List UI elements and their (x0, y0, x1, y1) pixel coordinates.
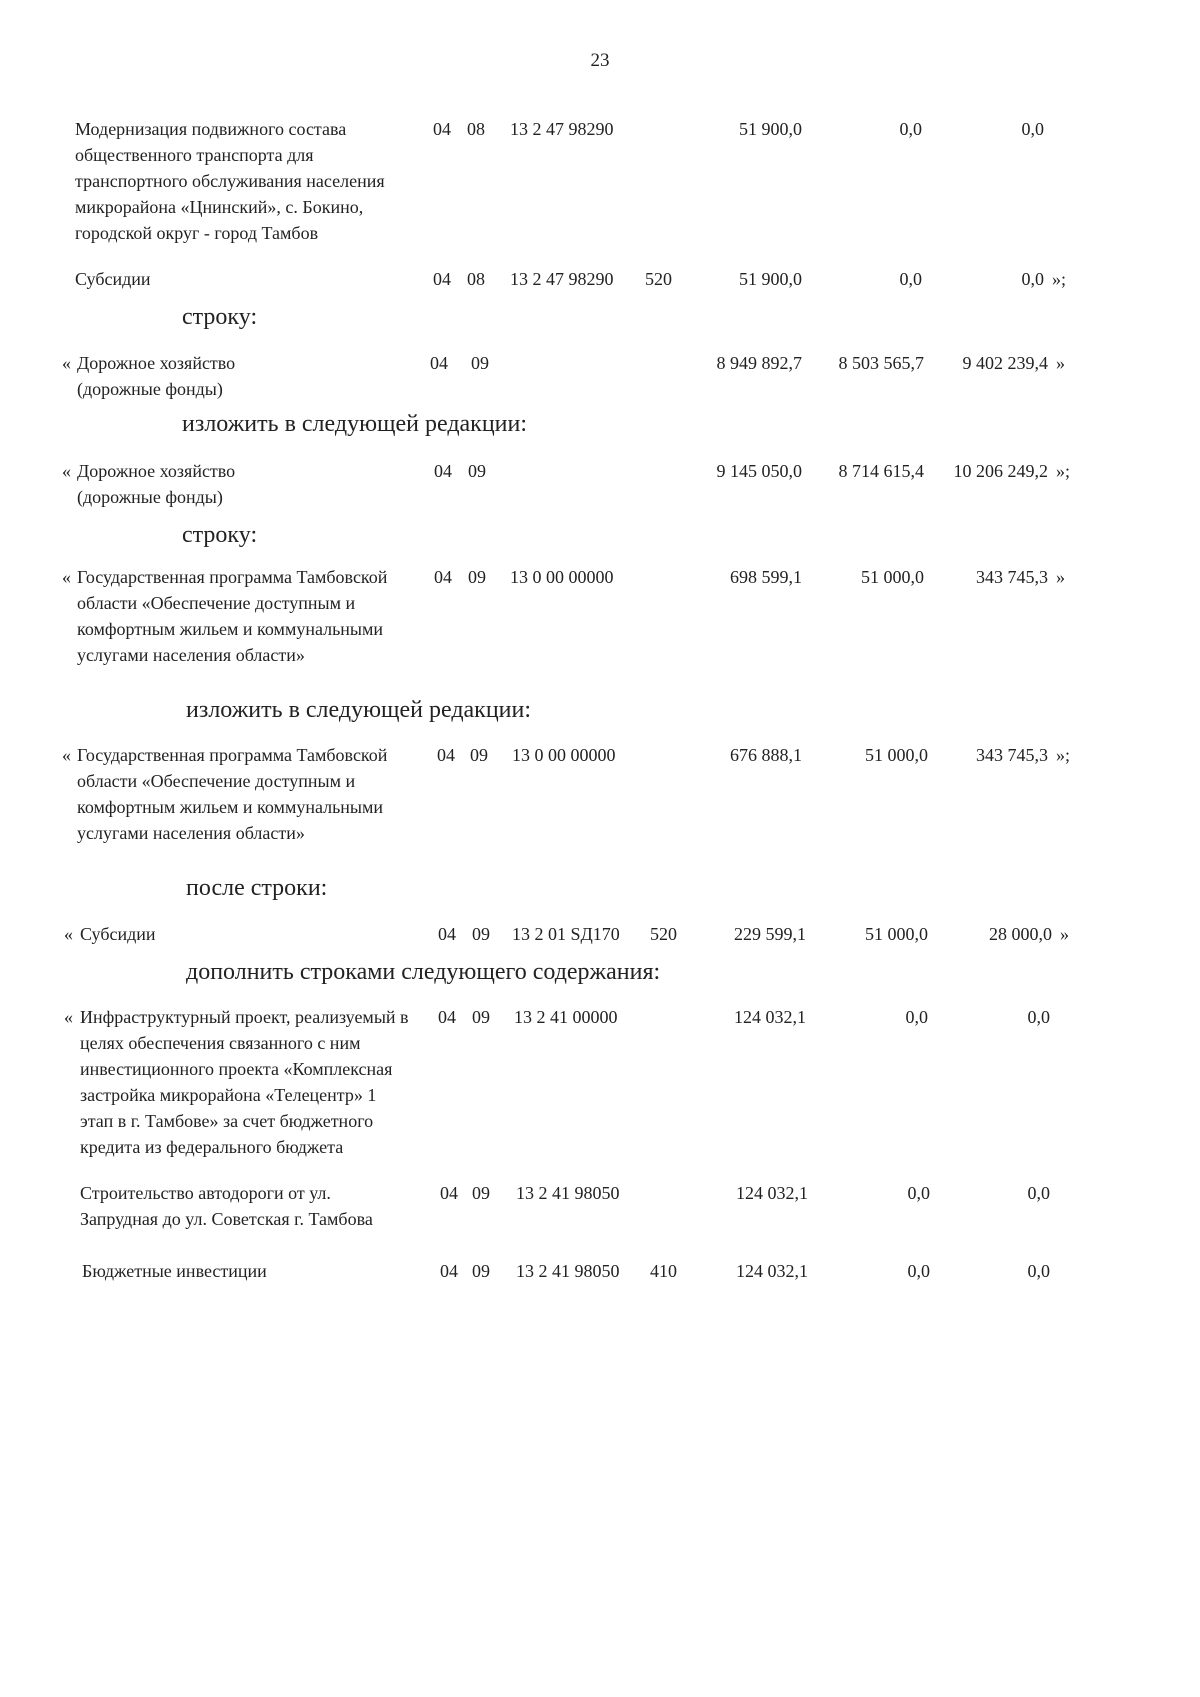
row-target-article: 13 2 47 98290 (510, 119, 614, 139)
row-quote-start: « (62, 353, 71, 373)
row-subsection: 09 (472, 1007, 490, 1027)
row-amount-1: 51 900,0 (739, 119, 802, 139)
row-amount-3: 10 206 249,2 (953, 461, 1048, 481)
page-number: 23 (590, 50, 610, 71)
row-subsection: 09 (470, 745, 488, 765)
row-amount-1: 51 900,0 (739, 269, 802, 289)
row-expense-type: 410 (650, 1261, 677, 1281)
row-expense-type: 520 (645, 269, 672, 289)
row-quote-start: « (62, 745, 71, 765)
row-amount-1: 124 032,1 (734, 1007, 806, 1027)
row-name: Бюджетные инвестиции (82, 1261, 267, 1281)
row-name: Строительство автодороги от ул. Запрудная до ул. Советская г. Тамбова (80, 1183, 373, 1229)
row-quote-start: « (62, 567, 71, 587)
row-subsection: 08 (467, 269, 485, 289)
row-amount-3: 0,0 (1027, 1261, 1050, 1281)
row-name: Дорожное хозяйство (дорожные фонды) (77, 461, 236, 507)
row-name: Государственная программа Тамбовской области «Обеспечение доступным и комфортным жильем и коммунальными услугами населения области» (77, 567, 388, 665)
row-target-article: 13 2 41 00000 (514, 1007, 618, 1027)
row-amount-3: 9 402 239,4 (962, 353, 1048, 373)
directive-text: строку: (182, 522, 258, 548)
row-subsection: 09 (468, 567, 486, 587)
row-section: 04 (437, 745, 455, 765)
directive-text: строку: (182, 304, 258, 330)
row-section: 04 (438, 924, 456, 944)
directive-text: после строки: (186, 875, 328, 901)
row-amount-2: 51 000,0 (865, 924, 928, 944)
row-quote-end: » (1060, 924, 1069, 944)
row-amount-1: 124 032,1 (736, 1183, 808, 1203)
directive-text: дополнить строками следующего содержания: (186, 959, 661, 985)
row-name: Субсидии (75, 269, 151, 289)
row-target-article: 13 2 41 98050 (516, 1261, 620, 1281)
row-quote-end: »; (1056, 745, 1071, 765)
row-amount-3: 343 745,3 (976, 745, 1048, 765)
row-amount-3: 343 745,3 (976, 567, 1048, 587)
row-quote-end: » (1056, 353, 1065, 373)
row-amount-3: 0,0 (1027, 1007, 1050, 1027)
row-target-article: 13 2 47 98290 (510, 269, 614, 289)
row-quote-end: »; (1052, 269, 1067, 289)
row-amount-1: 676 888,1 (730, 745, 802, 765)
row-subsection: 09 (472, 1183, 490, 1203)
row-subsection: 08 (467, 119, 485, 139)
row-section: 04 (433, 119, 451, 139)
row-amount-1: 8 949 892,7 (716, 353, 802, 373)
row-subsection: 09 (468, 461, 486, 481)
row-amount-3: 0,0 (1027, 1183, 1050, 1203)
row-amount-2: 0,0 (899, 119, 922, 139)
row-name: Инфраструктурный проект, реализуемый в целях обеспечения связанного с ним инвестиционного проекта «Комплексная застройка микрорайона «Телецентр» 1 этап в г. Тамбове» за счет бюджетного кредита из федерального бюджета (80, 1007, 409, 1157)
row-quote-end: » (1056, 567, 1065, 587)
row-section: 04 (440, 1183, 458, 1203)
row-quote-start: « (62, 461, 71, 481)
row-section: 04 (434, 567, 452, 587)
row-subsection: 09 (472, 1261, 490, 1281)
row-name: Модернизация подвижного состава общественного транспорта для транспортного обслуживания населения микрорайона «Цнинский», с. Бокино, городской округ - город Тамбов (75, 119, 385, 243)
row-amount-2: 0,0 (907, 1183, 930, 1203)
row-amount-3: 0,0 (1021, 269, 1044, 289)
row-amount-2: 0,0 (905, 1007, 928, 1027)
row-quote-start: « (64, 1007, 73, 1027)
row-section: 04 (438, 1007, 456, 1027)
row-expense-type: 520 (650, 924, 677, 944)
row-subsection: 09 (472, 924, 490, 944)
row-amount-1: 124 032,1 (736, 1261, 808, 1281)
directive-text: изложить в следующей редакции: (182, 411, 528, 437)
row-target-article: 13 2 01 SД170 (512, 924, 620, 944)
row-amount-3: 0,0 (1021, 119, 1044, 139)
row-section: 04 (434, 461, 452, 481)
row-amount-2: 8 714 615,4 (838, 461, 924, 481)
row-amount-1: 698 599,1 (730, 567, 802, 587)
row-amount-2: 8 503 565,7 (838, 353, 924, 373)
row-amount-2: 0,0 (907, 1261, 930, 1281)
row-section: 04 (433, 269, 451, 289)
row-name: Дорожное хозяйство (дорожные фонды) (77, 353, 236, 399)
row-amount-2: 51 000,0 (865, 745, 928, 765)
row-amount-3: 28 000,0 (989, 924, 1052, 944)
row-target-article: 13 0 00 00000 (510, 567, 614, 587)
directive-text: изложить в следующей редакции: (186, 697, 532, 723)
row-name: Субсидии (80, 924, 156, 944)
row-name: Государственная программа Тамбовской области «Обеспечение доступным и комфортным жильем и коммунальными услугами населения области» (77, 745, 388, 843)
row-section: 04 (440, 1261, 458, 1281)
row-amount-1: 229 599,1 (734, 924, 806, 944)
row-target-article: 13 0 00 00000 (512, 745, 616, 765)
row-section: 04 (430, 353, 448, 373)
row-quote-end: »; (1056, 461, 1071, 481)
row-quote-start: « (64, 924, 73, 944)
row-amount-2: 51 000,0 (861, 567, 924, 587)
row-amount-2: 0,0 (899, 269, 922, 289)
row-amount-1: 9 145 050,0 (716, 461, 802, 481)
row-subsection: 09 (471, 353, 489, 373)
row-target-article: 13 2 41 98050 (516, 1183, 620, 1203)
